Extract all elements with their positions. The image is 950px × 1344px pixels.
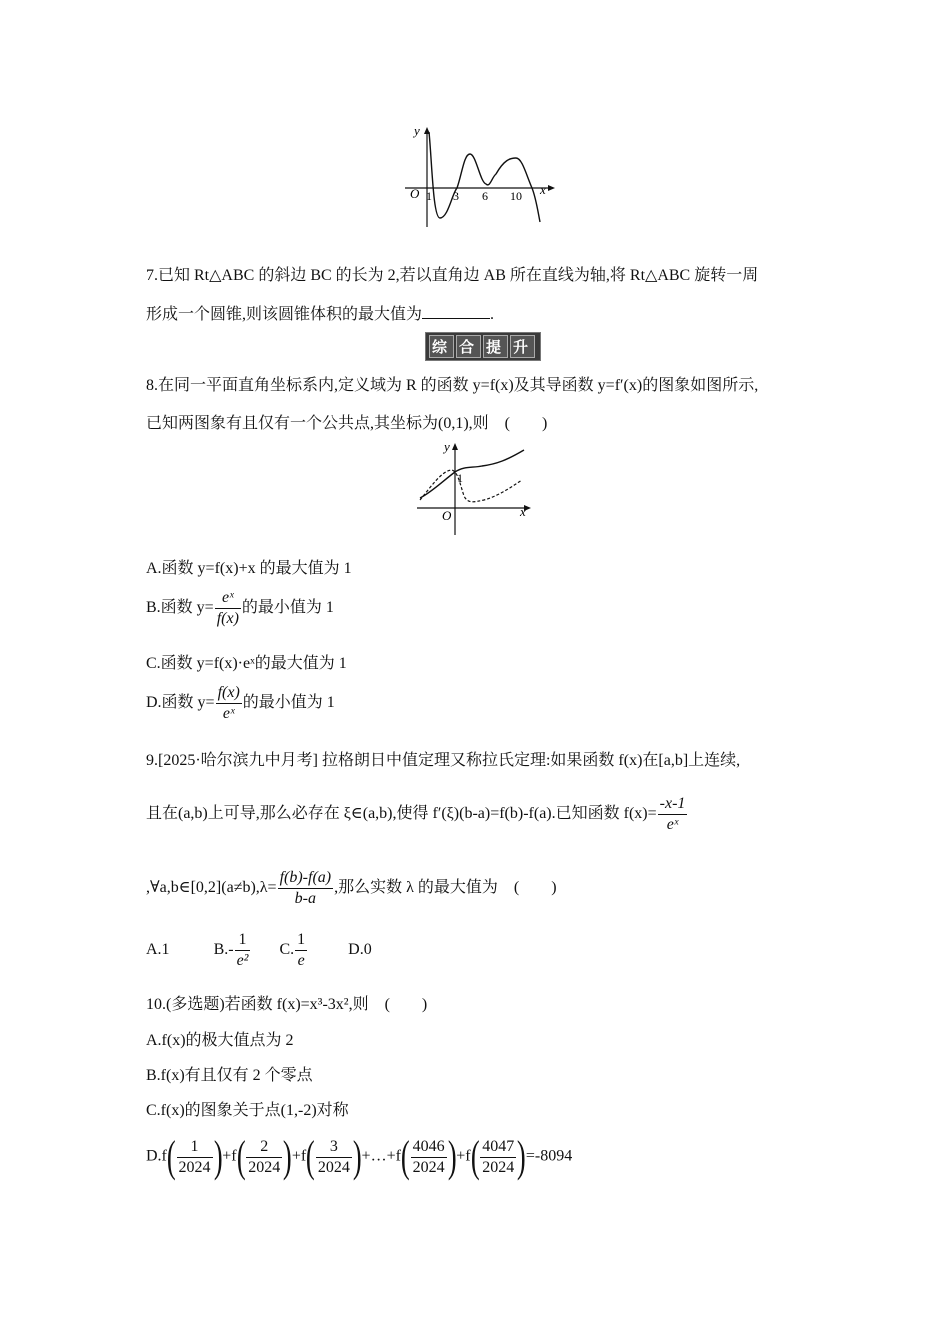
q9-option-b-fraction xyxy=(235,930,251,971)
q10-option-d: D.f( $\frac{1}{2024}$ )+f( $\frac{2}{2024}$ )+f( $\frac{3}{2024}$ )+…+f( $\frac{4046}{2024}$ )+f( $\frac{4047}{2024}$ )=-8094 xyxy=(146,1132,573,1181)
badge-char-1: 综 xyxy=(429,335,454,358)
q9-line3-post: ,那么实数 λ 的最大值为 ( ) xyxy=(334,879,557,897)
q7-line2-text: 形成一个圆锥,则该圆锥体积的最大值为 xyxy=(146,306,423,323)
q9-b-den: e² xyxy=(236,952,249,969)
q8-option-b xyxy=(146,588,334,629)
q10-d-term-3-num: 3 xyxy=(316,1137,352,1158)
graph1-tick-3: 3 xyxy=(453,189,459,203)
q10-d-term-5 xyxy=(480,1137,516,1178)
q8-option-c: C.函数 y=f(x)·eˣ的最大值为 1 xyxy=(146,655,347,672)
q9-lambda-den: b-a xyxy=(294,890,316,907)
q9-fx-num: -x-1 xyxy=(658,794,688,815)
q10-d-term-1 xyxy=(177,1137,213,1178)
q9-line3-pre: ,∀a,b∈[0,2](a≠b),λ= xyxy=(146,879,277,897)
q8-d-fraction xyxy=(216,683,242,724)
graph2-origin: O xyxy=(442,508,452,523)
q7-line2 xyxy=(146,301,494,324)
q10-d-term-2-num: 2 xyxy=(246,1137,282,1158)
q10-d-term-2 xyxy=(246,1137,282,1178)
q10-d-term-4-num: 4046 xyxy=(411,1137,447,1158)
q8-b-post: 的最小值为 1 xyxy=(241,599,334,617)
q7-line1: 7.已知 Rt△ABC 的斜边 BC 的长为 2,若以直角边 AB 所在直线为轴,将 Rt△ABC 旋转一周 xyxy=(146,267,759,284)
graph1-y-label: y xyxy=(414,123,420,138)
badge-char-4: 升 xyxy=(510,335,535,358)
q10-d-term-4-den: 2024 xyxy=(412,1158,445,1176)
q8-b-num: eˣ xyxy=(215,588,241,609)
graph1-x-label: x xyxy=(540,182,546,197)
q10-d-term-3 xyxy=(316,1137,352,1178)
q10-d-ellipsis: +…+f xyxy=(361,1147,401,1165)
q10-stem: 10.(多选题)若函数 f(x)=x³-3x²,则 ( ) xyxy=(146,996,428,1013)
q9-b-num: 1 xyxy=(235,930,251,951)
q8-d-num: f(x) xyxy=(216,683,242,704)
q9-fx-fraction xyxy=(658,794,688,835)
q10-d-term-4 xyxy=(411,1137,447,1178)
q10-option-a: A.f(x)的极大值点为 2 xyxy=(146,1032,294,1049)
q8-d-pre: D.函数 y= xyxy=(146,694,215,712)
graph2-point-1: 1 xyxy=(457,471,463,485)
q10-d-term-1-num: 1 xyxy=(177,1137,213,1158)
q9-line2 xyxy=(146,794,688,835)
q7-line2-end: . xyxy=(490,306,495,323)
graph-oscillating-curve xyxy=(400,122,560,232)
q10-option-c: C.f(x)的图象关于点(1,-2)对称 xyxy=(146,1102,349,1119)
badge-char-2: 合 xyxy=(456,335,481,358)
q9-option-b-pre: B.- xyxy=(213,941,234,959)
q8-line2: 已知两图象有且仅有一个公共点,其坐标为(0,1),则 ( ) xyxy=(146,415,548,432)
q9-c-num: 1 xyxy=(295,930,307,951)
q8-option-a: A.函数 y=f(x)+x 的最大值为 1 xyxy=(146,560,352,577)
graph1-tick-10: 10 xyxy=(510,189,522,203)
graph2-x-label: x xyxy=(520,504,526,519)
q10-d-plus-2: +f xyxy=(291,1147,307,1165)
q9-fx-den: eˣ xyxy=(666,816,679,833)
q9-c-den: e xyxy=(297,952,305,969)
q8-b-den: f(x) xyxy=(216,610,239,627)
q9-options xyxy=(146,930,372,971)
q8-option-d xyxy=(146,683,335,724)
badge-char-3: 提 xyxy=(483,335,508,358)
section-badge-comprehensive xyxy=(425,332,541,361)
q8-d-den: eˣ xyxy=(222,705,235,722)
q9-option-d: D.0 xyxy=(348,941,372,959)
graph-f-and-derivative xyxy=(412,440,537,538)
q10-option-b: B.f(x)有且仅有 2 个零点 xyxy=(146,1067,313,1084)
q9-option-a: A.1 xyxy=(146,941,170,959)
graph1-origin: O xyxy=(410,186,420,201)
q10-d-plus-1: +f xyxy=(222,1147,237,1165)
graph1-tick-6: 6 xyxy=(482,189,488,203)
q10-d-term-5-den: 2024 xyxy=(482,1158,515,1176)
q9-line2-pre: 且在(a,b)上可导,那么必存在 ξ∈(a,b),使得 f′(ξ)(b-a)=f(b)-f(a).已知函数 f(x)= xyxy=(146,805,657,823)
q8-b-pre: B.函数 y= xyxy=(146,599,214,617)
graph2-y-label: y xyxy=(444,440,450,454)
q8-d-post: 的最小值为 1 xyxy=(242,694,335,712)
q10-d-term-1-den: 2024 xyxy=(178,1158,211,1176)
q10-d-term-2-den: 2024 xyxy=(248,1158,281,1176)
graph1-tick-1: 1 xyxy=(426,189,432,203)
q8-b-fraction xyxy=(215,588,241,629)
q8-line1: 8.在同一平面直角坐标系内,定义域为 R 的函数 y=f(x)及其导函数 y=f′(x)的图象如图所示, xyxy=(146,377,759,394)
q9-lambda-num: f(b)-f(a) xyxy=(278,868,334,889)
q9-option-c-pre: C. xyxy=(279,941,295,959)
q9-line3 xyxy=(146,868,557,909)
q9-line1: 9.[2025·哈尔滨九中月考] 拉格朗日中值定理又称拉氏定理:如果函数 f(x)在[a,b]上连续, xyxy=(146,752,741,769)
q9-option-c-fraction xyxy=(295,930,307,971)
q10-d-term-3-den: 2024 xyxy=(317,1158,350,1176)
q10-d-prefix: D.f xyxy=(146,1147,167,1165)
q9-lambda-fraction xyxy=(278,868,334,909)
q10-d-result: =-8094 xyxy=(525,1147,573,1165)
q10-d-term-5-num: 4047 xyxy=(480,1137,516,1158)
q10-d-plus-3: +f xyxy=(456,1147,471,1165)
q7-answer-blank xyxy=(422,304,490,319)
